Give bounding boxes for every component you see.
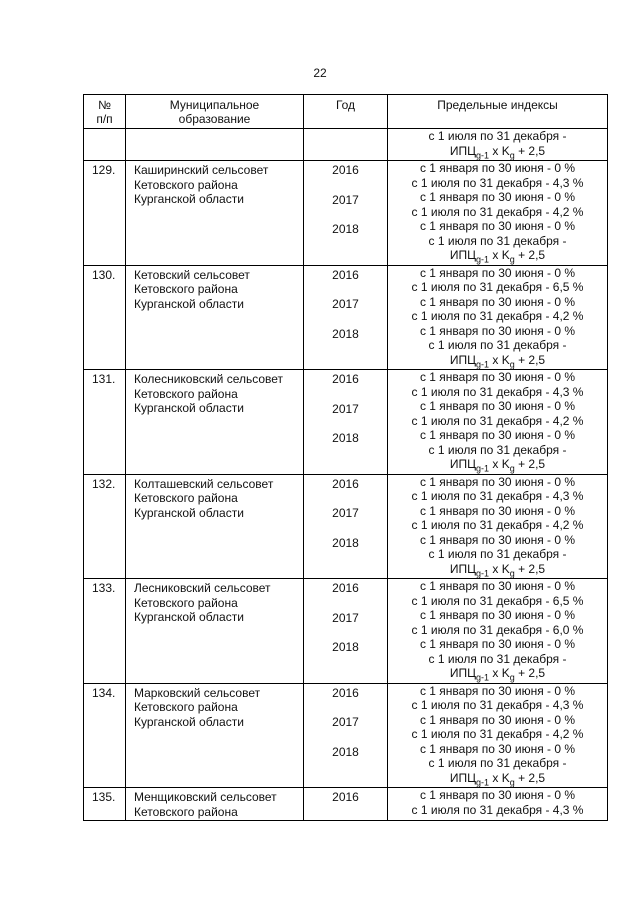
- year-value: 2017: [332, 401, 359, 416]
- municipality-line: Марковский сельсовет: [134, 685, 261, 700]
- year-value: 2016: [332, 581, 359, 595]
- year-value: 2016: [332, 372, 359, 386]
- year-value: 2016: [332, 163, 359, 177]
- formula-ipc: ИПЦ: [449, 561, 477, 576]
- index-line: с 1 июля по 31 декабря -: [428, 338, 567, 352]
- index-line: с 1 июля по 31 декабря - 4,2 %: [411, 413, 584, 428]
- index-line: с 1 января по 30 июня - 0 %: [419, 428, 576, 442]
- formula-ipc: ИПЦ: [449, 770, 477, 785]
- row-number: 135.: [84, 788, 126, 821]
- municipality-cell: [126, 370, 304, 475]
- formula-k-sub: g: [509, 358, 515, 369]
- index-line: с 1 июля по 31 декабря - 4,2 %: [411, 309, 584, 323]
- index-line: с 1 июля по 31 декабря - 6,0 %: [411, 622, 584, 637]
- index-line: с 1 января по 30 июня - 0 %: [419, 161, 576, 175]
- formula-const: + 2,5: [514, 457, 546, 471]
- year-value: 2016: [332, 476, 359, 491]
- indices-cell: [388, 579, 608, 684]
- indices-cell: [388, 161, 608, 266]
- table-header-row: [84, 95, 608, 129]
- municipality-cell: [126, 788, 304, 821]
- year-value: 2016: [332, 685, 359, 700]
- municipality-line: Колташевский сельсовет: [134, 476, 274, 491]
- formula-ipc-sub: g-1: [476, 358, 490, 369]
- index-formula: [388, 771, 607, 786]
- formula-ipc: ИПЦ: [449, 248, 477, 262]
- row-number: 129.: [84, 161, 126, 266]
- index-line: с 1 июля по 31 декабря -: [428, 442, 567, 457]
- index-formula: [388, 248, 607, 263]
- formula-k: x K: [489, 248, 510, 262]
- formula-k: x K: [489, 561, 510, 576]
- index-line: с 1 июля по 31 декабря -: [428, 547, 567, 561]
- index-line: с 1 января по 30 июня - 0 %: [419, 474, 576, 489]
- index-line: с 1 июля по 31 декабря -: [428, 233, 567, 248]
- formula-k: x K: [489, 457, 510, 471]
- year-value: 2016: [332, 267, 359, 282]
- formula-const: + 2,5: [514, 143, 546, 158]
- row-number: 134.: [84, 683, 126, 788]
- municipality-line: Курганской области: [134, 192, 244, 206]
- table-row: [84, 370, 608, 475]
- index-line: с 1 июля по 31 декабря - 4,3 %: [411, 384, 584, 399]
- municipality-line: Кетовского района: [134, 177, 238, 192]
- year-value: 2017: [332, 610, 359, 625]
- index-line: с 1 июля по 31 декабря - 4,2 %: [411, 518, 584, 532]
- index-line: с 1 июля по 31 декабря - 4,3 %: [411, 489, 584, 503]
- index-line: с 1 января по 30 июня - 0 %: [419, 265, 576, 280]
- table-row: [84, 265, 608, 370]
- index-line: с 1 января по 30 июня - 0 %: [419, 608, 576, 622]
- formula-k-sub: g: [509, 149, 515, 160]
- index-line: с 1 января по 30 июня - 0 %: [419, 370, 576, 384]
- table-row: [84, 788, 608, 821]
- year-cell: [304, 474, 388, 579]
- municipality-line: Кетовский сельсовет: [134, 267, 250, 282]
- row-number: 130.: [84, 265, 126, 370]
- formula-ipc: ИПЦ: [449, 352, 477, 367]
- formula-ipc: ИПЦ: [449, 143, 477, 158]
- year-value: 2017: [332, 715, 359, 729]
- municipality-line: Курганской области: [134, 401, 244, 415]
- index-line: с 1 июля по 31 декабря - 4,3 %: [411, 802, 584, 817]
- index-line: с 1 июля по 31 декабря - 6,5 %: [411, 593, 584, 608]
- index-line: с 1 июля по 31 декабря - 4,2 %: [411, 204, 584, 219]
- formula-const: + 2,5: [514, 770, 546, 785]
- municipality-line: Менщиковский сельсовет: [134, 790, 277, 804]
- index-line: с 1 января по 30 июня - 0 %: [419, 788, 576, 802]
- index-line: с 1 января по 30 июня - 0 %: [419, 532, 576, 547]
- municipality-line: Кетовского района: [134, 700, 238, 714]
- index-line: с 1 июля по 31 декабря -: [428, 129, 567, 143]
- formula-k-sub: g: [509, 254, 515, 265]
- formula-const: + 2,5: [514, 666, 546, 680]
- formula-const: + 2,5: [514, 352, 546, 367]
- index-formula: [388, 562, 607, 577]
- formula-k: x K: [489, 352, 510, 367]
- year-cell: [304, 788, 388, 821]
- formula-k-sub: g: [509, 672, 515, 683]
- year-value: 2016: [332, 790, 359, 804]
- index-formula: [388, 353, 607, 368]
- indices-cell: [388, 474, 608, 579]
- continuation-row: [84, 129, 608, 161]
- index-line: с 1 января по 30 июня - 0 %: [419, 323, 576, 338]
- row-number: 131.: [84, 370, 126, 475]
- indices-cell: [388, 265, 608, 370]
- header-municipality: Муниципальное образование: [126, 95, 304, 129]
- index-line: с 1 января по 30 июня - 0 %: [419, 294, 576, 309]
- formula-k: x K: [489, 143, 510, 158]
- municipality-line: Кетовского района: [134, 491, 238, 505]
- year-cell: [304, 161, 388, 266]
- header-indices: Предельные индексы: [388, 95, 608, 129]
- year-value: 2017: [332, 506, 359, 520]
- municipality-line: Курганской области: [134, 714, 244, 729]
- formula-ipc-sub: g-1: [476, 672, 490, 683]
- index-line: с 1 июля по 31 декабря -: [428, 651, 567, 666]
- municipality-line: Каширинский сельсовет: [134, 163, 269, 177]
- continuation-indices: [388, 129, 608, 161]
- formula-ipc-sub: g-1: [476, 254, 490, 265]
- index-line: с 1 января по 30 июня - 0 %: [419, 741, 576, 756]
- year-value: 2018: [332, 640, 359, 654]
- formula-const: + 2,5: [514, 248, 546, 262]
- index-line: с 1 июля по 31 декабря - 6,5 %: [411, 280, 584, 294]
- table-row: [84, 579, 608, 684]
- formula-const: + 2,5: [514, 561, 546, 576]
- formula-k: x K: [489, 666, 510, 680]
- year-value: 2017: [332, 192, 359, 207]
- municipality-line: Курганской области: [134, 505, 244, 520]
- table-row: [84, 474, 608, 579]
- year-cell: [304, 579, 388, 684]
- year-value: 2018: [332, 744, 359, 759]
- municipality-cell: [126, 579, 304, 684]
- index-formula: [388, 457, 607, 472]
- index-line: с 1 января по 30 июня - 0 %: [419, 637, 576, 651]
- year-value: 2018: [332, 431, 359, 445]
- index-line: с 1 июля по 31 декабря - 4,2 %: [411, 727, 584, 741]
- formula-k-sub: g: [509, 776, 515, 787]
- formula-k-sub: g: [509, 463, 515, 474]
- year-cell: [304, 683, 388, 788]
- formula-ipc-sub: g-1: [476, 149, 490, 160]
- index-line: с 1 января по 30 июня - 0 %: [419, 219, 576, 233]
- tariff-index-table: [83, 94, 608, 821]
- formula-ipc: ИПЦ: [449, 457, 477, 471]
- index-line: с 1 июля по 31 декабря -: [428, 756, 567, 770]
- year-value: 2018: [332, 326, 359, 341]
- table-row: [84, 683, 608, 788]
- municipality-line: Колесниковский сельсовет: [134, 372, 284, 386]
- row-number: 132.: [84, 474, 126, 579]
- indices-cell: [388, 370, 608, 475]
- index-formula: [388, 144, 607, 159]
- index-line: с 1 января по 30 июня - 0 %: [419, 683, 576, 698]
- municipality-line: Лесниковский сельсовет: [134, 581, 271, 595]
- formula-k: x K: [489, 770, 510, 785]
- index-line: с 1 января по 30 июня - 0 %: [419, 399, 576, 413]
- municipality-cell: [126, 683, 304, 788]
- year-value: 2017: [332, 297, 359, 311]
- header-num: № п/п: [84, 95, 126, 129]
- index-line: с 1 января по 30 июня - 0 %: [419, 503, 576, 518]
- index-line: с 1 июля по 31 декабря - 4,3 %: [411, 175, 584, 190]
- municipality-cell: [126, 265, 304, 370]
- municipality-cell: [126, 161, 304, 266]
- formula-ipc-sub: g-1: [476, 463, 490, 474]
- page-number: 22: [313, 66, 327, 80]
- table-row: [84, 161, 608, 266]
- formula-ipc-sub: g-1: [476, 776, 490, 787]
- year-value: 2018: [332, 222, 359, 236]
- indices-cell: [388, 788, 608, 821]
- formula-ipc-sub: g-1: [476, 567, 490, 578]
- year-cell: [304, 370, 388, 475]
- row-number: 133.: [84, 579, 126, 684]
- index-line: с 1 января по 30 июня - 0 %: [419, 579, 576, 593]
- formula-ipc: ИПЦ: [449, 666, 477, 680]
- municipality-line: Кетовского района: [134, 282, 238, 296]
- municipality-line: Кетовского района: [134, 386, 238, 401]
- municipality-cell: [126, 474, 304, 579]
- municipality-line: Курганской области: [134, 296, 244, 311]
- index-line: с 1 июля по 31 декабря - 4,3 %: [411, 698, 584, 712]
- index-line: с 1 января по 30 июня - 0 %: [419, 712, 576, 727]
- index-formula: [388, 666, 607, 681]
- year-cell: [304, 265, 388, 370]
- formula-k-sub: g: [509, 567, 515, 578]
- year-value: 2018: [332, 535, 359, 550]
- indices-cell: [388, 683, 608, 788]
- municipality-line: Курганской области: [134, 610, 244, 624]
- municipality-line: Кетовского района: [134, 595, 238, 610]
- header-year: Год: [304, 95, 388, 129]
- municipality-line: Кетовского района: [134, 804, 238, 819]
- index-line: с 1 января по 30 июня - 0 %: [419, 190, 576, 204]
